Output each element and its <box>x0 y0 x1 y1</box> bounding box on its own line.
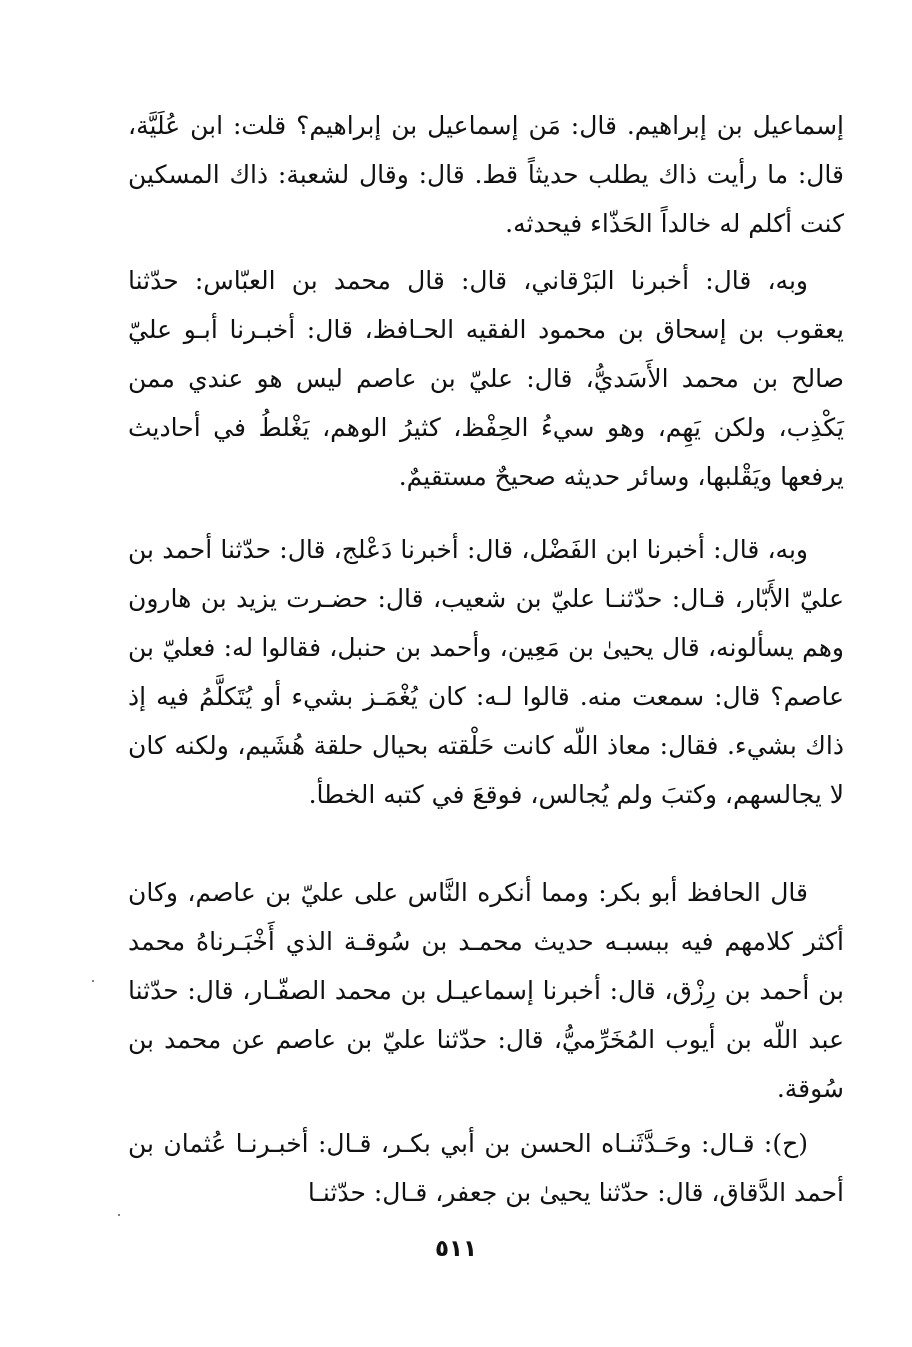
paragraph-text: إسماعيل بن إبراهيم. قال: مَن إسماعيل بن إبراهيم؟ قلت: ابن عُلَيَّة، قال: ما رأيت ذاك يطلب حديثاً قط. قال: وقال لشعبة: ذاك المسكين كنت أكلم له خالداً الحَذّاء فيحدثه. <box>128 111 844 238</box>
scan-speck <box>92 980 94 982</box>
paragraph-5 <box>128 1119 844 1217</box>
paragraph-3 <box>128 525 844 868</box>
paragraph-text: وبه، قال: أخبرنا البَرْقاني، قال: قال محمد بن العبّاس: حدّثنا يعقوب بن إسحاق بن محمود الفقيه الحـافظ، قال: أخبـرنا أبـو عليّ صالح بن محمد الأَسَديُّ، قال: عليّ بن عاصم ليس هو عندي ممن يَكْذِب، ولكن يَهِم، وهو سيءُ الحِفْظ، كثيرُ الوهم، يَغْلطُ في أحاديث يرفعها ويَقْلبها، وسائر حديثه صحيحٌ مستقيمٌ. <box>128 266 844 491</box>
paragraph-text: قال الحافظ أبو بكر: ومما أنكره النَّاس على عليّ بن عاصم، وكان أكثر كلامهم فيه ببسبـه حديث محمـد بن سُوقـة الذي أَخْبَـرناهُ محمد بن أحمد بن رِزْق، قال: أخبرنا إسماعيـل بن محمد الصفّـار، قال: حدّثنا عبد اللّه بن أيوب المُخَرِّميُّ، قال: حدّثنا عليّ بن عاصم عن محمد بن سُوقة. <box>128 878 844 1103</box>
paragraph-1 <box>128 101 844 248</box>
scan-speck <box>118 1214 120 1216</box>
paragraph-2 <box>128 256 844 501</box>
paragraph-text: (ح): قـال: وحَـدَّثَنـاه الحسن بن أبي بكـر، قـال: أخبـرنـا عُثمان بن أحمد الدَّقاق، قال: حدّثنا يحيىٰ بن جعفر، قـال: حدّثنـا <box>128 1129 844 1207</box>
page-number: ٥١١ <box>434 1236 478 1262</box>
paragraph-4 <box>128 868 844 1113</box>
paragraph-text: وبه، قال: أخبرنا ابن الفَضْل، قال: أخبرنا دَعْلج، قال: حدّثنا أحمد بن عليّ الأَبّار، قـال: حدّثنـا عليّ بن شعيب، قال: حضـرت يزيد بن هارون وهم يسألونه، قال يحيىٰ بن مَعِين، وأحمد بن حنبل، فقالوا له: فعليّ بن عاصم؟ قال: سمعت منه. قالوا لـه: كان يُغْمَـز بشيء أو يُتَكلَّمُ فيه إذ ذاك بشيء. فقال: معاذ اللّه كانت حَلْقته بحيال حلقة هُشَيم، ولكنه كان لا يجالسهم، وكتبَ ولم يُجالس، فوقعَ في كتبه الخطأ. <box>128 535 844 809</box>
